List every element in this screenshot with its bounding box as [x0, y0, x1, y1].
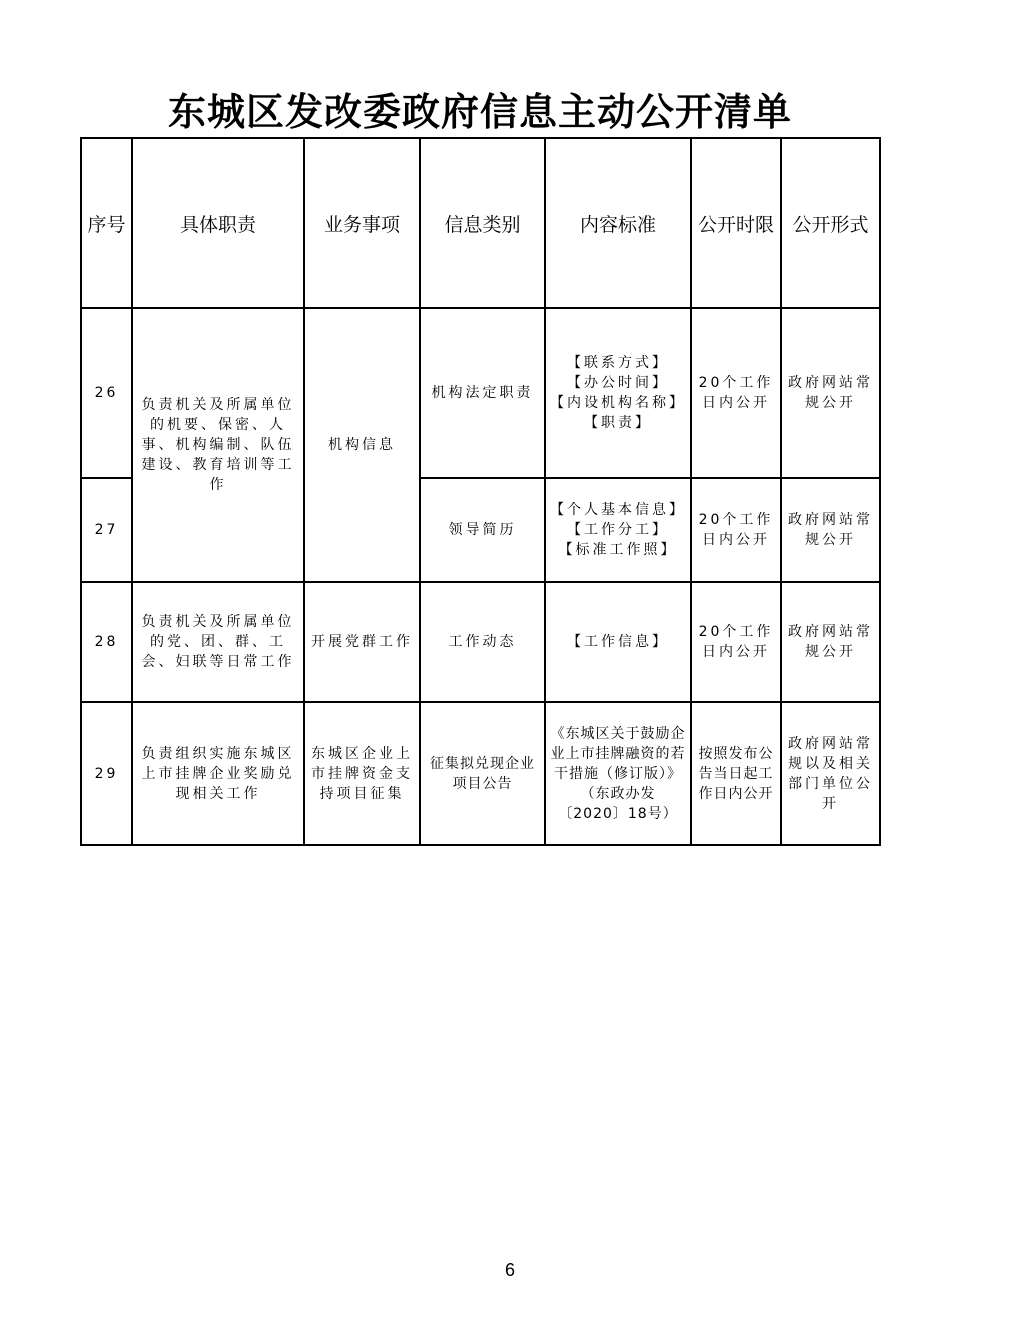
header-standard: 内容标准 [545, 138, 691, 308]
row-time: 20个工作日内公开 [691, 478, 781, 582]
row-standard [545, 478, 691, 582]
page-number: 6 [504, 1260, 515, 1280]
standard-line: 【个人基本信息】 [550, 502, 686, 518]
row-seq: 26 [81, 308, 132, 478]
standard-line: 【联系方式】 [567, 355, 669, 371]
row-business: 机构信息 [304, 308, 420, 582]
row-category: 工作动态 [420, 582, 545, 702]
row-time: 20个工作日内公开 [691, 308, 781, 478]
header-row [81, 138, 880, 308]
row-category: 机构法定职责 [420, 308, 545, 478]
row-duty: 负责机关及所属单位的机要、保密、人事、机构编制、队伍建设、教育培训等工作 [132, 308, 304, 582]
standard-line: 【工作分工】 [567, 522, 669, 538]
row-standard: 《东城区关于鼓励企业上市挂牌融资的若干措施（修订版）》（东政办发〔2020〕18号） [545, 702, 691, 845]
table-row [81, 702, 880, 845]
row-duty: 负责组织实施东城区上市挂牌企业奖励兑现相关工作 [132, 702, 304, 845]
row-seq: 29 [81, 702, 132, 845]
standard-line: 【办公时间】 [567, 375, 669, 391]
row-form: 政府网站常规公开 [781, 582, 880, 702]
disclosure-table [80, 137, 881, 846]
row-form: 政府网站常规以及相关部门单位公开 [781, 702, 880, 845]
standard-line: 【职责】 [584, 415, 652, 431]
row-standard [545, 308, 691, 478]
header-form: 公开形式 [781, 138, 880, 308]
standard-line: 【内设机构名称】 [550, 395, 686, 411]
row-form: 政府网站常规公开 [781, 478, 880, 582]
header-seq: 序号 [81, 138, 132, 308]
header-category: 信息类别 [420, 138, 545, 308]
row-time: 20个工作日内公开 [691, 582, 781, 702]
table-row [81, 308, 880, 478]
row-seq: 27 [81, 478, 132, 582]
row-time: 按照发布公告当日起工作日内公开 [691, 702, 781, 845]
row-duty: 负责机关及所属单位的党、团、群、工会、妇联等日常工作 [132, 582, 304, 702]
row-category: 领导简历 [420, 478, 545, 582]
row-category: 征集拟兑现企业项目公告 [420, 702, 545, 845]
row-standard: 【工作信息】 [545, 582, 691, 702]
header-time: 公开时限 [691, 138, 781, 308]
standard-line: 【标准工作照】 [558, 542, 678, 558]
header-business: 业务事项 [304, 138, 420, 308]
row-form: 政府网站常规公开 [781, 308, 880, 478]
table-row [81, 582, 880, 702]
header-duty: 具体职责 [132, 138, 304, 308]
row-seq: 28 [81, 582, 132, 702]
document-title: 东城区发改委政府信息主动公开清单 [167, 89, 792, 134]
row-business: 东城区企业上市挂牌资金支持项目征集 [304, 702, 420, 845]
row-business: 开展党群工作 [304, 582, 420, 702]
